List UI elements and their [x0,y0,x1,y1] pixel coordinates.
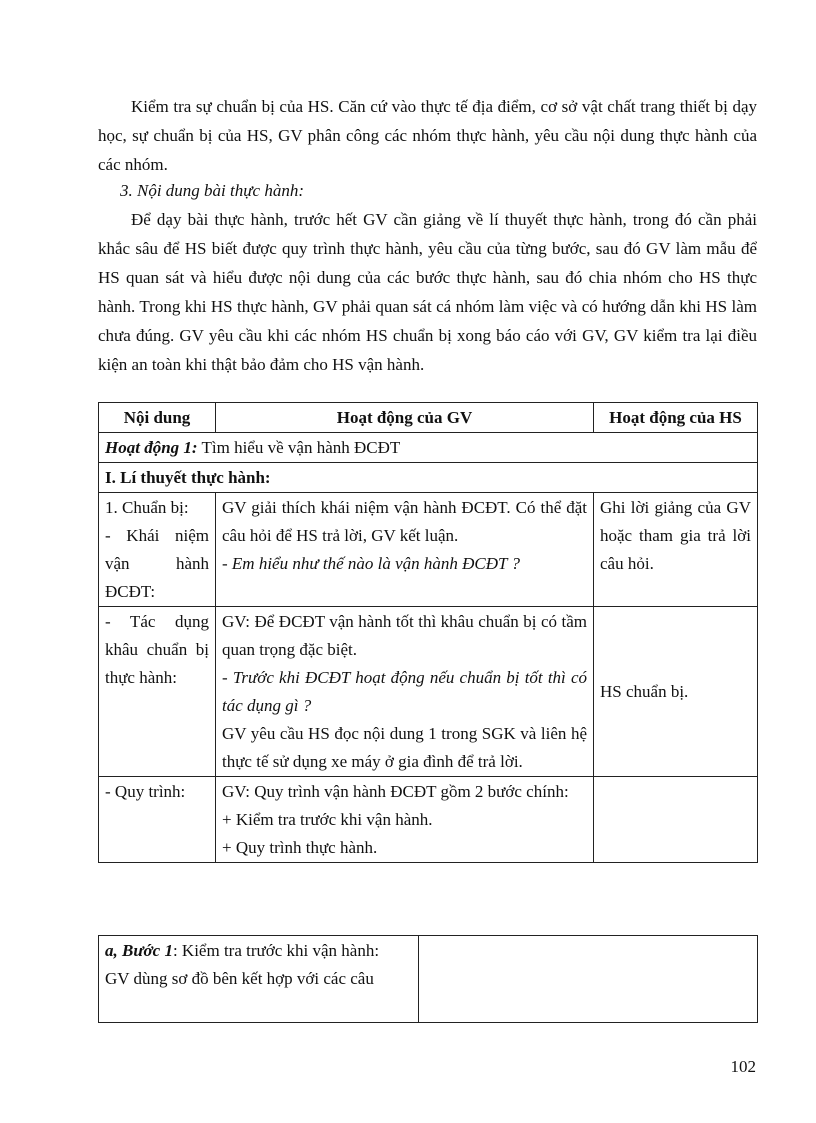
lesson-table [98,402,758,863]
section-row [99,463,758,493]
hs-cell: HS chuẩn bị. [594,607,758,777]
section-row-title: I. Lí thuyết thực hành: [99,463,758,493]
page-number: 102 [730,1057,756,1076]
gv-cell [216,493,594,607]
activity-text: Tìm hiểu về vận hành ĐCĐT [197,438,401,457]
content-line: 1. Chuẩn bị: [105,498,189,517]
step-text: : Kiểm tra trước khi vận hành: [172,941,380,960]
gv-step: + Kiểm tra trước khi vận hành. [222,810,433,829]
content-cell [99,777,216,863]
gv-text: GV giải thích khái niệm vận hành ĐCĐT. Có thể đặt câu hỏi để HS trả lời, GV kết luận. [222,498,587,545]
intro-paragraph-2: Để dạy bài thực hành, trước hết GV cần giảng về lí thuyết thực hành, trong đó cần phải khắc sâu để HS biết được quy trình thực hành, yêu cầu của từng bước, sau đó GV làm mẫu để HS quan sát và hiểu được nội dung của các bước thực hành, sau đó chia nhóm cho HS thực hành. Trong khi HS thực hành, GV phải quan sát cá nhóm làm việc và có hướng dẫn khi HS làm chưa đúng. GV yêu cầu khi các nhóm HS chuẩn bị xong báo cáo với GV, GV kiểm tra lại điều kiện an toàn khi thật bảo đảm cho HS vận hành. [98,210,757,374]
table-row [99,607,758,777]
step-label: a, Bước 1 [105,941,173,960]
activity-row [99,433,758,463]
header-gv-activity: Hoạt động của GV [216,403,594,433]
header-hs-activity: Hoạt động của HS [594,403,758,433]
content-line: vận hành [105,554,209,573]
gv-question: - Em hiểu như thế nào là vận hành ĐCĐT ? [222,554,520,573]
content-line: - Khái niệm [105,526,209,545]
table-header-row [99,403,758,433]
activity-label: Hoạt động 1: [105,438,198,457]
empty-cell [419,936,758,1023]
content-line: - Quy trình: [105,782,186,801]
section-heading: 3. Nội dung bài thực hành: [120,181,304,200]
content-cell [99,493,216,607]
header-content: Nội dung [99,403,216,433]
gv-step: + Quy trình thực hành. [222,838,378,857]
gv-question: - Trước khi ĐCĐT hoạt động nếu chuẩn bị tốt thì có tác dụng gì ? [222,668,587,715]
content-line: khâu chuẩn bị [105,640,209,659]
content-line: - Tác dụng [105,612,209,631]
step-table [98,935,758,1023]
hs-cell: Ghi lời giảng của GV hoặc tham gia trả lời câu hỏi. [594,493,758,607]
intro-paragraph-1: Kiểm tra sự chuẩn bị của HS. Căn cứ vào thực tế địa điểm, cơ sở vật chất trang thiết bị dạy học, sự chuẩn bị của HS, GV phân công các nhóm thực hành, yêu cầu nội dung thực hành của các nhóm. [98,97,757,174]
content-line: thực hành: [105,668,178,687]
content-cell [99,607,216,777]
table-row [99,493,758,607]
gv-cell [216,607,594,777]
gv-text: GV: Quy trình vận hành ĐCĐT gồm 2 bước chính: [222,782,569,801]
table-row [99,777,758,863]
gv-text: GV: Để ĐCĐT vận hành tốt thì khâu chuẩn bị có tầm quan trọng đặc biệt. [222,612,587,659]
step-cell [99,936,419,1023]
gv-cell [216,777,594,863]
hs-cell [594,777,758,863]
table-row [99,936,758,1023]
content-line: ĐCĐT: [105,582,156,601]
step-text-2: GV dùng sơ đồ bên kết hợp với các câu [105,969,374,988]
gv-text-after: GV yêu cầu HS đọc nội dung 1 trong SGK và liên hệ thực tế sử dụng xe máy ở gia đình để trả lời. [222,724,587,771]
